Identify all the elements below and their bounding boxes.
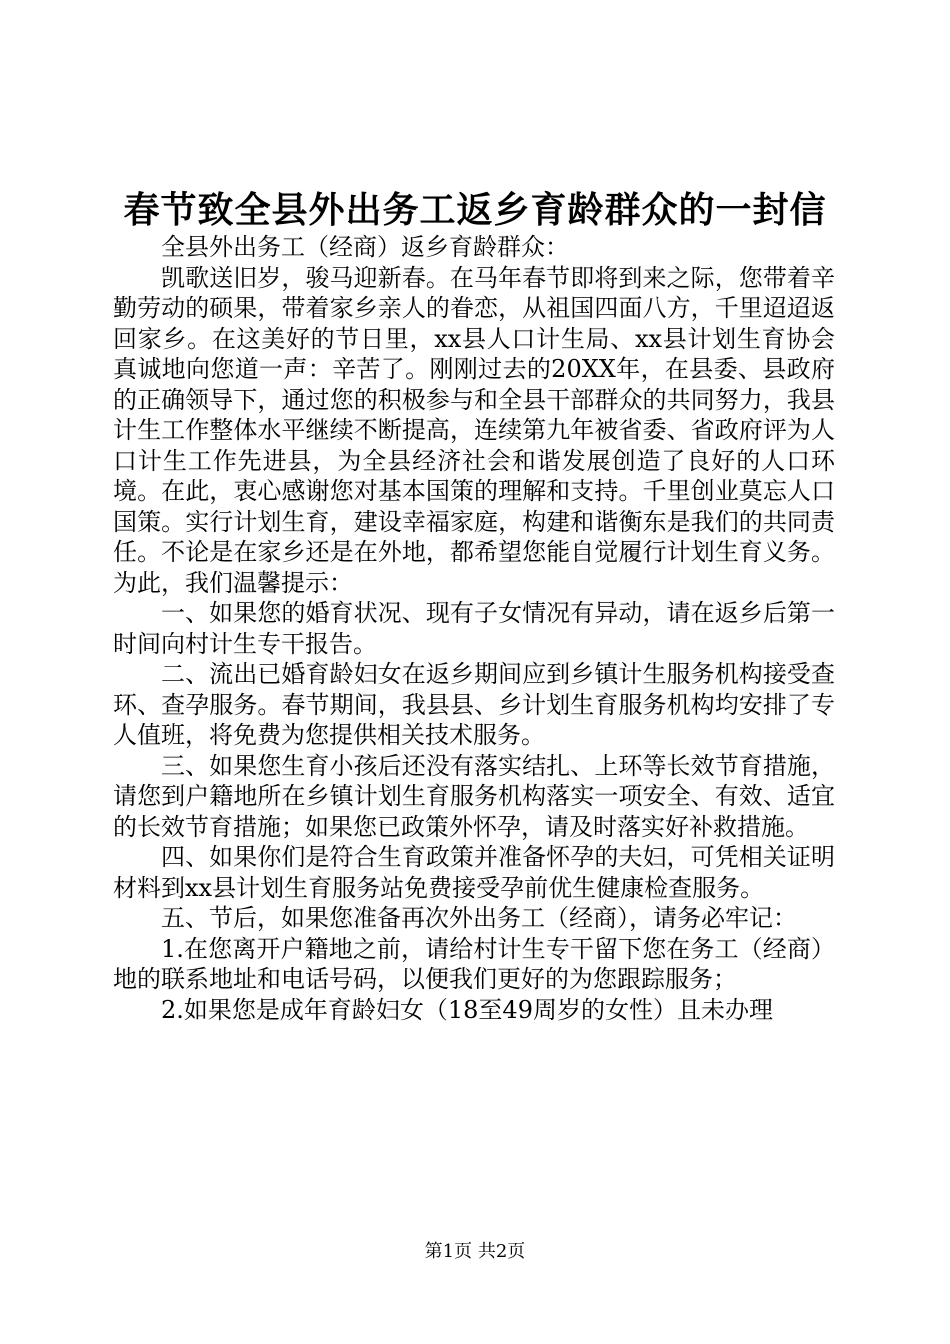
paragraph-item-2: 二、流出已婚育龄妇女在返乡期间应到乡镇计生服务机构接受查环、查孕服务。春节期间，我县县、乡计划生育服务机构均安排了专人值班，将免费为您提供相关技术服务。 (113, 660, 835, 749)
letter-body (113, 232, 835, 1025)
paragraph-item-4: 四、如果你们是符合生育政策并准备怀孕的夫妇，可凭相关证明材料到xx县计划生育服务站免费接受孕前优生健康检查服务。 (113, 843, 835, 902)
page-number-footer: 第1页 共2页 (424, 1241, 526, 1262)
salutation: 全县外出务工（经商）返乡育龄群众： (161, 233, 569, 261)
paragraph-sub-item-1: 1.在您离开户籍地之前，请给村计生专干留下您在务工（经商）地的联系地址和电话号码，以便我们更好的为您跟踪服务； (113, 934, 835, 993)
page-title: 春节致全县外出务工返乡育龄群众的一封信 (123, 189, 827, 231)
paragraph-item-3: 三、如果您生育小孩后还没有落实结扎、上环等长效节育措施，请您到户籍地所在乡镇计划生育服务机构落实一项安全、有效、适宜的长效节育措施；如果您已政策外怀孕，请及时落实好补救措施。 (113, 751, 835, 841)
paragraph-item-1: 一、如果您的婚育状况、现有子女情况有异动，请在返乡后第一时间向村计生专干报告。 (113, 599, 835, 658)
paragraph-intro: 凯歌送旧岁，骏马迎新春。在马年春节即将到来之际，您带着辛勤劳动的硕果，带着家乡亲人的眷恋，从祖国四面八方，千里迢迢返回家乡。在这美好的节日里，xx县人口计生局、xx县计划生育协会真诚地向您道一声：辛苦了。刚刚过去的20XX年，在县委、县政府的正确领导下，通过您的积极参与和全县干部群众的共同努力，我县计生工作整体水平继续不断提高，连续第九年被省委、省政府评为人口计生工作先进县，为全县经济社会和谐发展创造了良好的人口环境。在此，衷心感谢您对基本国策的理解和支持。千里创业莫忘人口国策。实行计划生育，建设幸福家庭，构建和谐衡东是我们的共同责任。不论是在家乡还是在外地，都希望您能自觉履行计划生育义务。为此，我们温馨提示： (113, 263, 835, 597)
paragraph-item-5: 五、节后，如果您准备再次外出务工（经商），请务必牢记： (161, 904, 797, 932)
paragraph-sub-item-2: 2.如果您是成年育龄妇女（18至49周岁的女性）且未办理 (161, 995, 773, 1024)
